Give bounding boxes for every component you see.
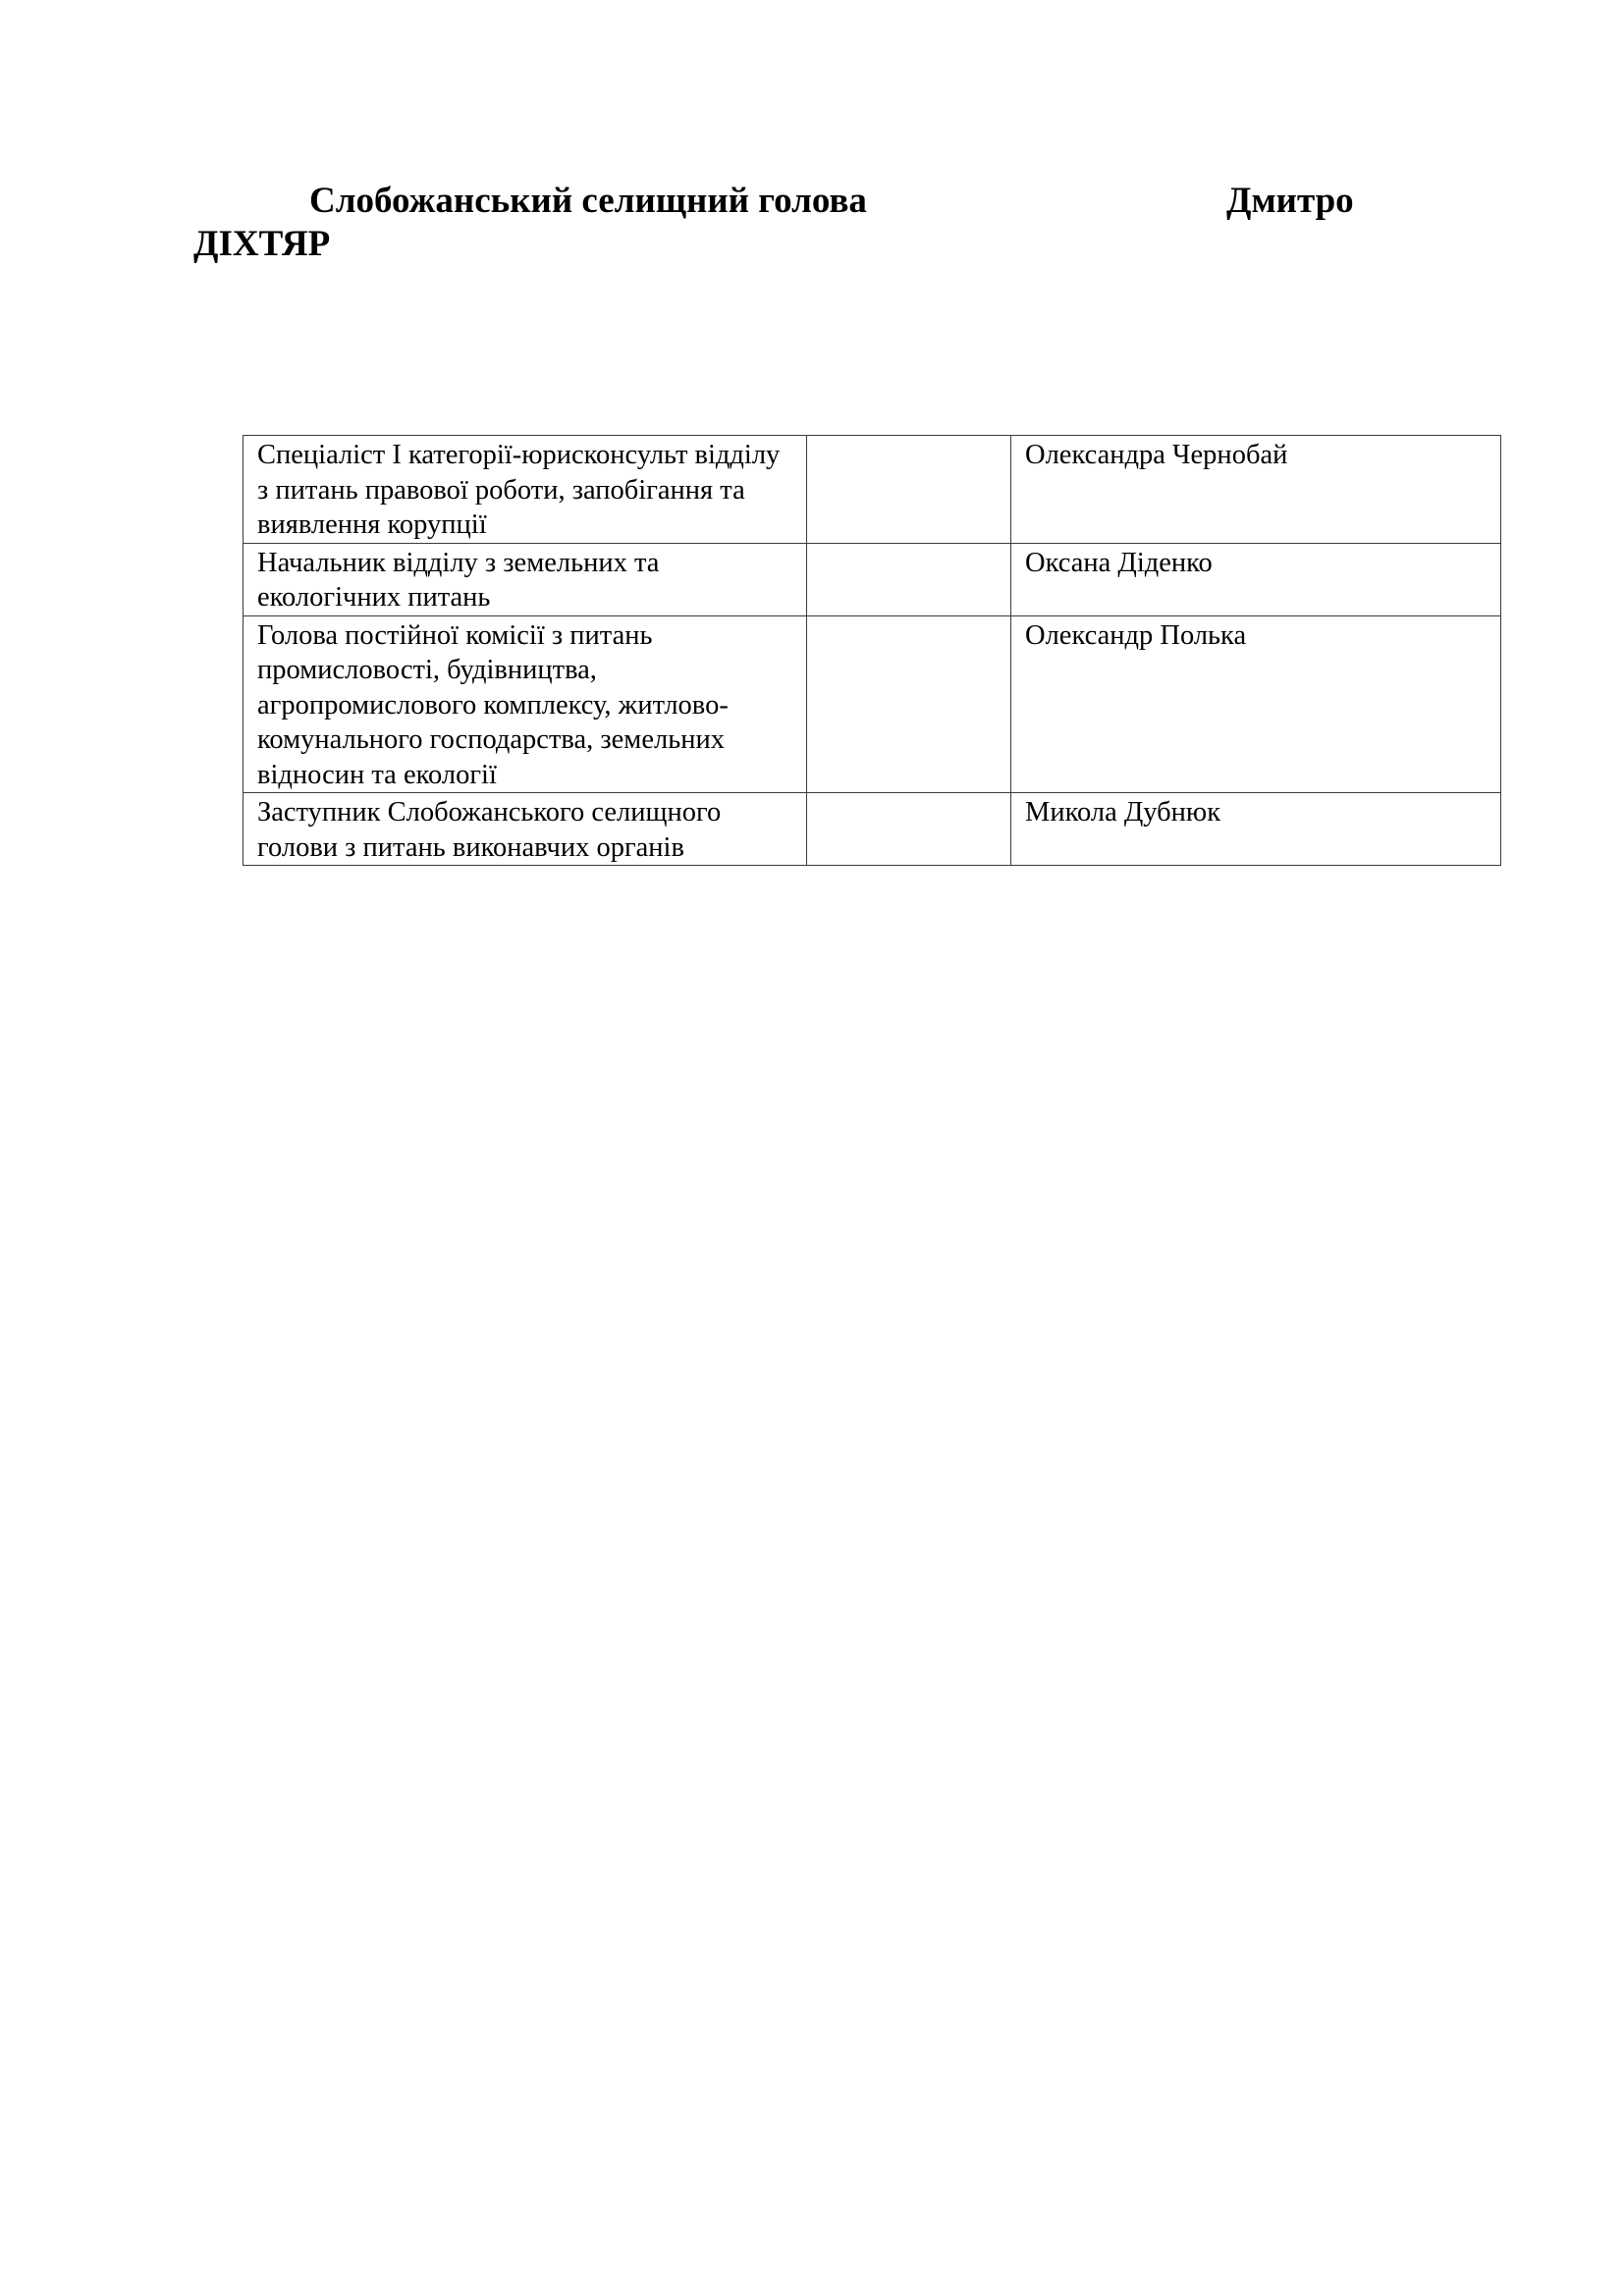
approval-table bbox=[243, 435, 1501, 866]
table-row bbox=[244, 436, 1501, 544]
approver-name: Оксана Діденко bbox=[1011, 543, 1501, 615]
approver-signature-cell bbox=[807, 436, 1011, 544]
head-first-name: Дмитро bbox=[1226, 181, 1354, 221]
approver-position: Спеціаліст І категорії-юрисконсульт відділу з питань правової роботи, запобігання та виявлення корупції bbox=[244, 436, 807, 544]
approver-name: Олександр Полька bbox=[1011, 615, 1501, 793]
approver-signature-cell bbox=[807, 793, 1011, 866]
approver-position: Голова постійної комісії з питань промисловості, будівництва, агропромислового комплексу, житлово-комунального господарства, земельних відносин та екології bbox=[244, 615, 807, 793]
approver-name: Микола Дубнюк bbox=[1011, 793, 1501, 866]
head-position: Слобожанський селищний голова bbox=[309, 181, 867, 221]
head-last-name: ДІХТЯР bbox=[193, 224, 331, 264]
approver-signature-cell bbox=[807, 543, 1011, 615]
table-row bbox=[244, 793, 1501, 866]
approver-position: Начальник відділу з земельних та екологічних питань bbox=[244, 543, 807, 615]
approver-position: Заступник Слобожанського селищного голови з питань виконавчих органів bbox=[244, 793, 807, 866]
table-row bbox=[244, 543, 1501, 615]
table-row bbox=[244, 615, 1501, 793]
approver-signature-cell bbox=[807, 615, 1011, 793]
head-signature-block bbox=[193, 180, 1362, 264]
approver-name: Олександра Чернобай bbox=[1011, 436, 1501, 544]
